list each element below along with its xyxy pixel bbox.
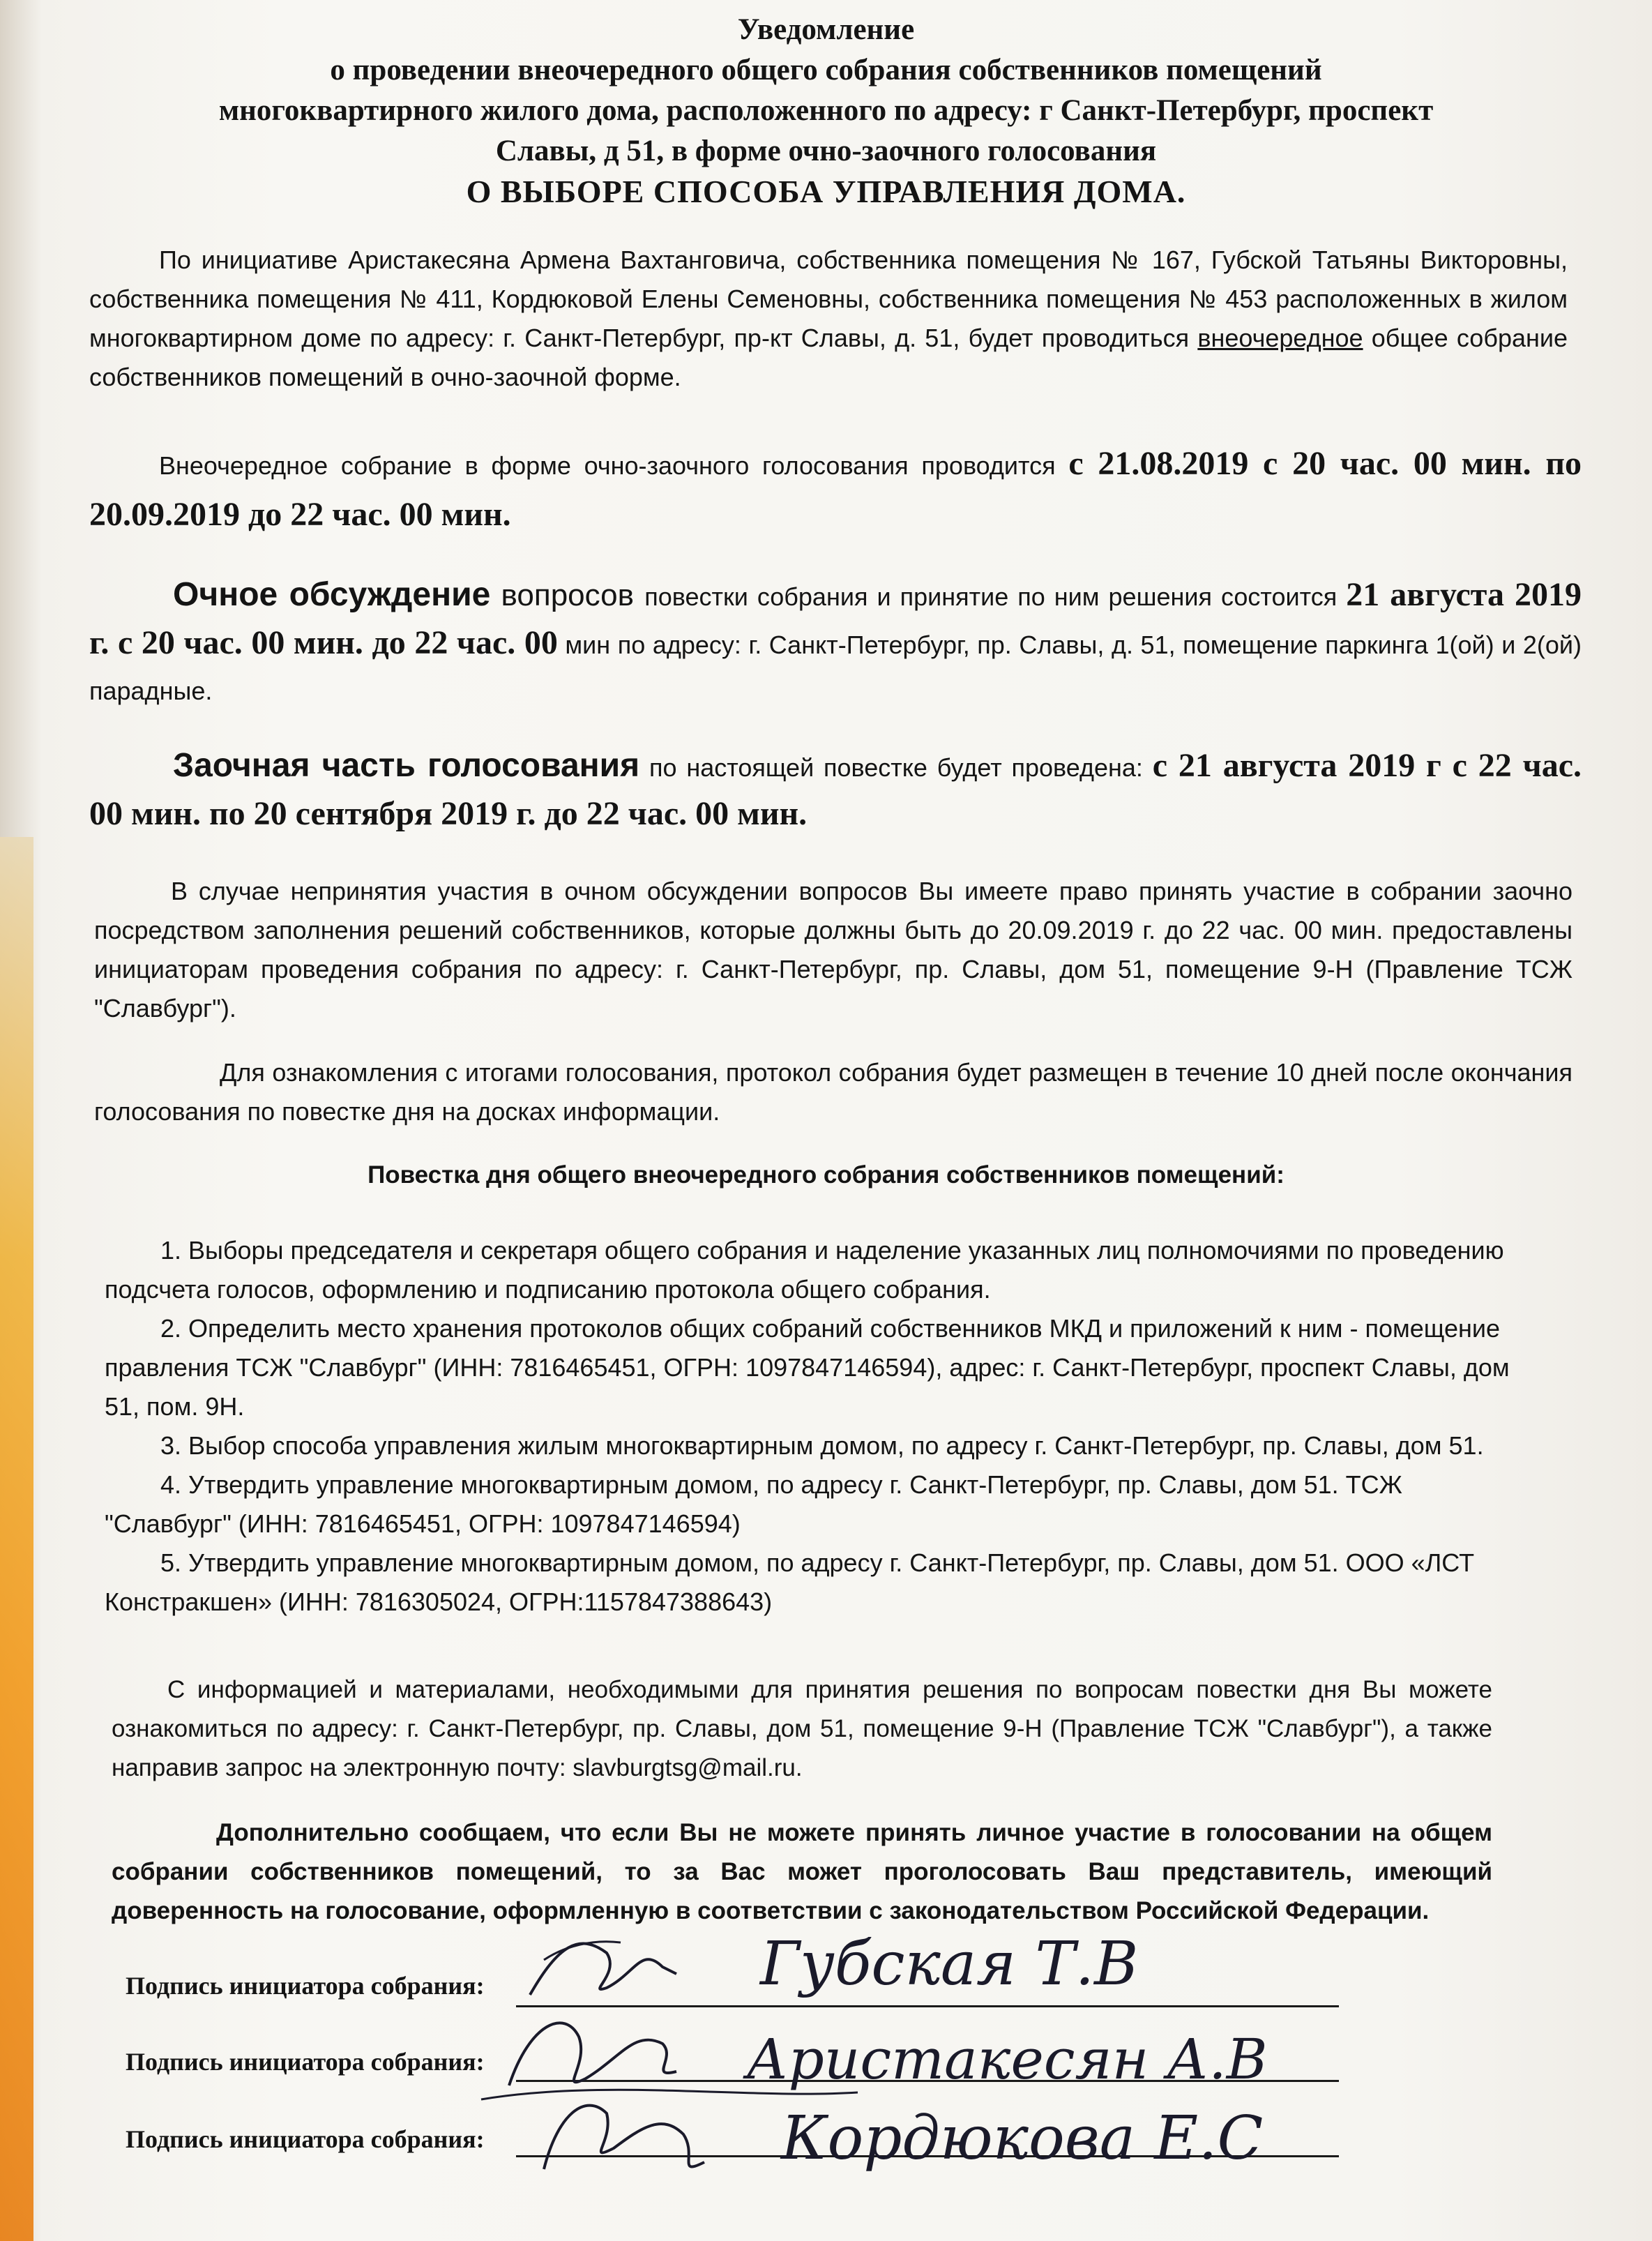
in-person-paragraph xyxy=(89,572,1582,714)
intro-end: общее собрание собственников помещений в очно-заочной форме. xyxy=(89,324,1568,391)
title-line-1: Уведомление xyxy=(737,13,915,46)
remote-dates: с 21 августа 2019 г с 22 час. 00 мин. по 20 сентября 2019 г. до 22 час. 00 мин. xyxy=(89,747,1582,832)
agenda-item: 2. Определить место хранения протоколов общих собраний собственников МКД и приложений к ним - помещение правления ТСЖ "Славбург" (ИНН: 7816465451, ОГРН: 1097847146594), адрес: г. Санкт-Петербург, проспект Славы, дом 51, пом. 9Н. xyxy=(105,1314,1510,1421)
remote-text: по настоящей повестке будет проведена: xyxy=(639,753,1153,782)
agenda-list xyxy=(105,1231,1513,1622)
title-line-4: Славы, д 51, в форме очно-заочного голосования xyxy=(495,135,1157,167)
info-paragraph: С информацией и материалами, необходимыми для принятия решения по вопросам повестки дня Вы можете ознакомиться по адресу: г. Санкт-Петербург, пр. Славы, дом 51, помещение 9-Н (Правление ТСЖ "Славбург"), а также направив запрос на электронную почту: slavburgtsg@mail.ru. xyxy=(112,1676,1492,1781)
intro-underlined: внеочередное xyxy=(1197,324,1363,352)
signature-name-2: Аристакесян А.В xyxy=(746,2027,1268,2092)
title-line-3: многоквартирного жилого дома, расположенного по адресу: г Санкт-Петербург, проспект xyxy=(218,94,1434,127)
in-person-address: мин по адресу: г. Санкт-Петербург, пр. Славы, д. 51, помещение паркинга 1(ой) и 2(ой) парадные. xyxy=(89,631,1582,705)
remote-paragraph xyxy=(89,743,1582,839)
in-person-text: повестки собрания и принятие по ним решения состоится xyxy=(644,582,1347,611)
signature-label-1: Подпись инициатора собрания: xyxy=(126,1972,485,2000)
results-paragraph: Для ознакомления с итогами голосования, протокол собрания будет размещен в течение 10 дней после окончания голосования по повестке дня на досках информации. xyxy=(94,1058,1573,1126)
signature-name-1: Губская Т.В xyxy=(760,1929,1139,1999)
title-line-2: о проведении внеочередного общего собрания собственников помещений xyxy=(330,54,1322,86)
in-person-questions: вопросов xyxy=(490,578,645,612)
handwritten-signature-3 xyxy=(502,2072,1381,2190)
intro-paragraph xyxy=(89,241,1568,397)
schedule-dates: с 21.08.2019 с 20 час. 00 мин. по 20.09.2019 до 22 час. 00 мин. xyxy=(89,445,1582,533)
signature-name-3: Кордюкова Е.С xyxy=(781,2104,1264,2173)
schedule-text: Внеочередное собрание в форме очно-заочного голосования проводится xyxy=(159,451,1069,480)
intro-text: По инициативе Аристакесяна Армена Вахтанговича, собственника помещения № 167, Губской Татьяны Викторовны, собственника помещения № 411, Кордюковой Елены Семеновны, собственника помещения № 453 расположенных в жилом многоквартирном доме по адресу: г. Санкт-Петербург, пр-кт Славы, д. 51, будет проводиться xyxy=(89,246,1568,352)
proxy-paragraph: Дополнительно сообщаем, что если Вы не можете принять личное участие в голосовании на общем собрании собственников помещений, то за Вас может проголосовать Ваш представитель, имеющий доверенность на голосование, оформленную в соответствии с законодательством Российской Федерации. xyxy=(112,1819,1492,1924)
agenda-item: 3. Выбор способа управления жилым многоквартирным домом, по адресу г. Санкт-Петербург, пр. Славы, дом 51. xyxy=(160,1431,1484,1460)
agenda-heading: Повестка дня общего внеочередного собрания собственников помещений: xyxy=(367,1161,1285,1189)
signature-label-3: Подпись инициатора собрания: xyxy=(126,2125,485,2153)
agenda-item: 5. Утвердить управление многоквартирным домом, по адресу г. Санкт-Петербург, пр. Славы, дом 51. ООО «ЛСТ Констракшен» (ИНН: 7816305024, ОГРН:1157847388643) xyxy=(105,1548,1475,1616)
agenda-item: 1. Выборы председателя и секретаря общего собрания и наделение указанных лиц полномочиями по проведению подсчета голосов, оформлению и подписанию протокола общего собрания. xyxy=(105,1236,1504,1304)
remote-title: Заочная часть голосования xyxy=(173,747,640,784)
document-title xyxy=(0,10,1652,212)
signature-label-2: Подпись инициатора собрания: xyxy=(126,2048,485,2076)
agenda-item: 4. Утвердить управление многоквартирным домом, по адресу г. Санкт-Петербург, пр. Славы, дом 51. ТСЖ "Славбург" (ИНН: 7816465451, ОГРН: 1097847146594) xyxy=(105,1470,1402,1538)
absent-paragraph: В случае непринятия участия в очном обсуждении вопросов Вы имеете право принять участие в собрании заочно посредством заполнения решений собственников, которые должны быть до 20.09.2019 г. до 22 час. 00 мин. предоставлены инициаторам проведения собрания по адресу: г. Санкт-Петербург, пр. Славы, дом 51, помещение 9-Н (Правление ТСЖ "Славбург"). xyxy=(94,877,1573,1023)
title-line-5: О ВЫБОРЕ СПОСОБА УПРАВЛЕНИЯ ДОМА. xyxy=(466,174,1186,209)
in-person-dates: 21 августа 2019 г. с 20 час. 00 мин. до 22 час. 00 xyxy=(89,576,1582,661)
schedule-paragraph xyxy=(89,439,1582,541)
in-person-title: Очное обсуждение xyxy=(173,576,491,613)
